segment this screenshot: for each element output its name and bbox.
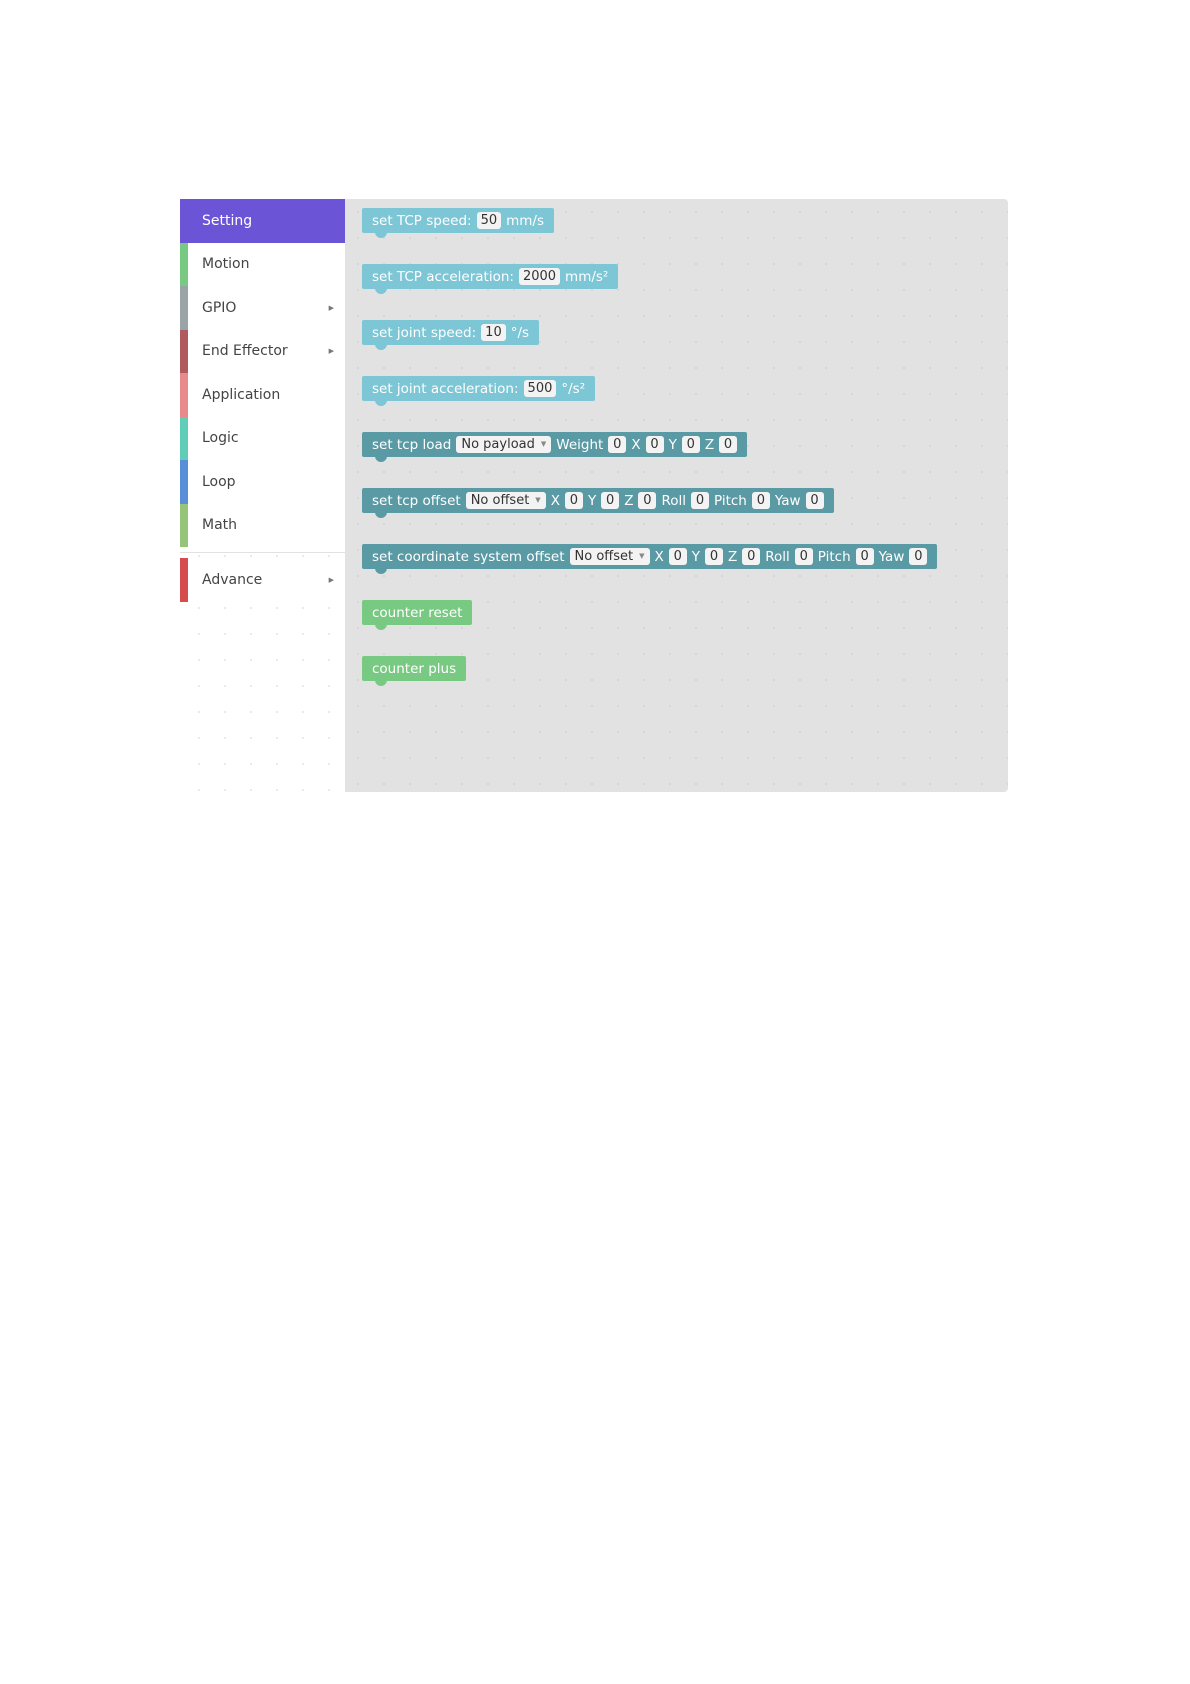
block-set-joint-acceleration[interactable] xyxy=(362,376,595,401)
dropdown-value: No payload xyxy=(461,437,535,452)
field-label: Yaw xyxy=(878,548,905,565)
category-color-bar xyxy=(180,243,188,287)
y-field[interactable]: 0 xyxy=(705,548,723,565)
block-label: set joint acceleration: xyxy=(372,380,519,397)
block-label: set TCP speed: xyxy=(372,212,472,229)
block-label: set TCP acceleration: xyxy=(372,268,514,285)
field-label: Z xyxy=(728,548,738,565)
joint-acceleration-field[interactable]: 500 xyxy=(524,380,557,397)
category-color-bar xyxy=(180,373,188,417)
unit-label: mm/s² xyxy=(565,268,609,285)
field-label: X xyxy=(550,492,560,509)
category-color-bar xyxy=(180,286,188,330)
block-label: set joint speed: xyxy=(372,324,477,341)
category-label: End Effector xyxy=(202,343,288,360)
category-label: Logic xyxy=(202,430,239,447)
chevron-right-icon: ▶ xyxy=(328,347,334,356)
block-counter-reset[interactable] xyxy=(362,600,472,625)
unit-label: °/s xyxy=(510,324,530,341)
block-set-tcp-offset[interactable] xyxy=(362,488,834,513)
category-label: Math xyxy=(202,517,238,534)
y-field[interactable]: 0 xyxy=(601,492,619,509)
block-label: set coordinate system offset xyxy=(372,548,565,565)
field-label: Y xyxy=(587,492,597,509)
unit-label: mm/s xyxy=(506,212,545,229)
category-label: Loop xyxy=(202,473,236,490)
field-label: Z xyxy=(704,436,715,453)
block-set-coordinate-system-offset[interactable] xyxy=(362,544,937,569)
dropdown-value: No offset xyxy=(470,493,530,508)
chevron-right-icon: ▶ xyxy=(328,575,334,584)
payload-dropdown[interactable] xyxy=(456,436,551,453)
z-field[interactable]: 0 xyxy=(742,548,760,565)
dropdown-value: No offset xyxy=(574,549,634,564)
offset-dropdown[interactable] xyxy=(466,492,546,509)
category-gpio[interactable] xyxy=(180,286,345,330)
field-label: Pitch xyxy=(713,492,747,509)
category-label: Motion xyxy=(202,256,250,273)
category-color-bar xyxy=(180,504,188,548)
block-counter-plus[interactable] xyxy=(362,656,466,681)
category-color-bar xyxy=(180,330,188,374)
block-set-tcp-acceleration[interactable] xyxy=(362,264,618,289)
x-field[interactable]: 0 xyxy=(669,548,687,565)
category-separator xyxy=(180,552,345,553)
field-label: Pitch xyxy=(817,548,851,565)
roll-field[interactable]: 0 xyxy=(795,548,813,565)
chevron-down-icon: ▼ xyxy=(535,496,541,504)
x-field[interactable]: 0 xyxy=(565,492,583,509)
pitch-field[interactable]: 0 xyxy=(752,492,770,509)
category-label: Advance xyxy=(202,571,263,588)
block-label: set tcp offset xyxy=(372,492,461,509)
roll-field[interactable]: 0 xyxy=(691,492,709,509)
category-motion[interactable] xyxy=(180,243,345,287)
y-field[interactable]: 0 xyxy=(682,436,700,453)
field-label: Y xyxy=(668,436,677,453)
chevron-down-icon: ▼ xyxy=(540,440,547,448)
category-logic[interactable] xyxy=(180,417,345,461)
category-label: Application xyxy=(202,386,281,403)
field-label: Z xyxy=(624,492,634,509)
field-label: X xyxy=(631,436,641,453)
category-color-bar xyxy=(180,460,188,504)
field-label: Weight xyxy=(556,436,604,453)
chevron-down-icon: ▼ xyxy=(639,552,645,560)
category-color-bar xyxy=(180,558,188,602)
tcp-acceleration-field[interactable]: 2000 xyxy=(519,268,560,285)
yaw-field[interactable]: 0 xyxy=(806,492,824,509)
block-label: counter plus xyxy=(372,660,457,677)
category-label: Setting xyxy=(202,212,253,229)
category-label: GPIO xyxy=(202,299,237,316)
field-label: Yaw xyxy=(774,492,801,509)
offset-dropdown[interactable] xyxy=(570,548,650,565)
chevron-right-icon: ▶ xyxy=(328,303,334,312)
field-label: X xyxy=(654,548,664,565)
block-label: set tcp load xyxy=(372,436,452,453)
category-color-bar xyxy=(180,417,188,461)
block-flyout xyxy=(345,199,1008,792)
category-setting[interactable] xyxy=(180,199,345,243)
category-loop[interactable] xyxy=(180,460,345,504)
blockly-editor xyxy=(180,199,1008,792)
category-advance[interactable] xyxy=(180,558,345,602)
toolbox-sidebar xyxy=(180,199,345,792)
block-set-joint-speed[interactable] xyxy=(362,320,539,345)
field-label: Y xyxy=(691,548,700,565)
field-label: Roll xyxy=(765,548,790,565)
block-set-tcp-load[interactable] xyxy=(362,432,747,457)
category-math[interactable] xyxy=(180,504,345,548)
z-field[interactable]: 0 xyxy=(638,492,656,509)
x-field[interactable]: 0 xyxy=(646,436,664,453)
block-label: counter reset xyxy=(372,604,463,621)
pitch-field[interactable]: 0 xyxy=(856,548,874,565)
unit-label: °/s² xyxy=(561,380,586,397)
category-end-effector[interactable] xyxy=(180,330,345,374)
z-field[interactable]: 0 xyxy=(719,436,737,453)
weight-field[interactable]: 0 xyxy=(608,436,626,453)
tcp-speed-field[interactable]: 50 xyxy=(477,212,502,229)
yaw-field[interactable]: 0 xyxy=(909,548,927,565)
field-label: Roll xyxy=(661,492,686,509)
block-set-tcp-speed[interactable] xyxy=(362,208,554,233)
joint-speed-field[interactable]: 10 xyxy=(481,324,506,341)
category-application[interactable] xyxy=(180,373,345,417)
